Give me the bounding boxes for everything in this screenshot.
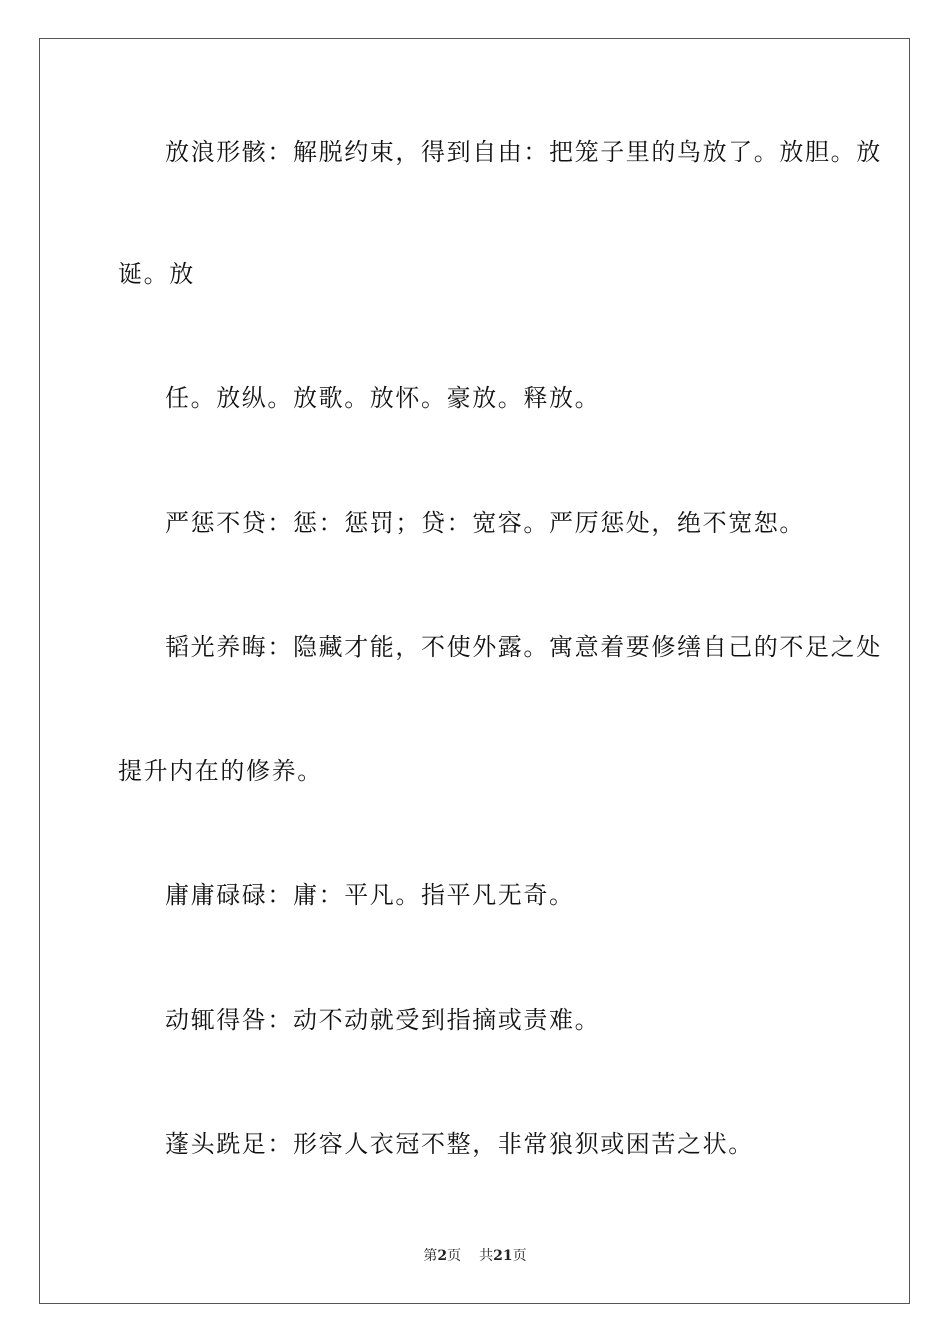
page-border bbox=[39, 38, 910, 1304]
paragraph-line: 蓬头跣足：形容人衣冠不整，非常狼狈或困苦之状。 bbox=[165, 1130, 754, 1158]
paragraph-line: 动辄得咎：动不动就受到指摘或责难。 bbox=[165, 1006, 601, 1034]
paragraph-line: 诞。放 bbox=[118, 260, 195, 288]
footer-page-prefix: 第 bbox=[423, 1248, 438, 1264]
footer-total-suffix: 页 bbox=[512, 1248, 527, 1264]
paragraph-line: 韬光养晦：隐藏才能，不使外露。寓意着要修缮自己的不足之处 bbox=[165, 633, 882, 661]
paragraph-line: 放浪形骸：解脱约束，得到自由：把笼子里的鸟放了。放胆。放 bbox=[165, 138, 882, 166]
footer-total-pages: 21 bbox=[493, 1248, 513, 1264]
footer-page-number: 2 bbox=[437, 1248, 448, 1264]
paragraph-line: 任。放纵。放歌。放怀。豪放。释放。 bbox=[165, 384, 601, 412]
footer-total-prefix: 共 bbox=[479, 1248, 494, 1264]
paragraph-line: 庸庸碌碌：庸：平凡。指平凡无奇。 bbox=[165, 881, 575, 909]
footer-page-suffix: 页 bbox=[447, 1248, 462, 1264]
paragraph-line: 提升内在的修养。 bbox=[118, 757, 323, 785]
page-footer bbox=[0, 1247, 950, 1265]
paragraph-line: 严惩不贷：惩：惩罚；贷：宽容。严厉惩处，绝不宽恕。 bbox=[165, 509, 805, 537]
